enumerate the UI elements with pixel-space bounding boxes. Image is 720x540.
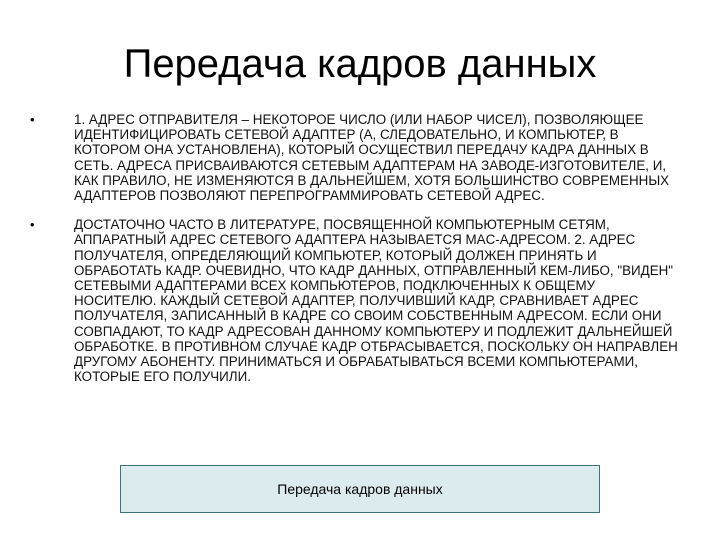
bullet-marker: • [30, 112, 35, 127]
bullet-item-1 [30, 112, 680, 203]
bullet-marker: • [30, 217, 35, 233]
bullet-list [30, 112, 680, 384]
bullet-item-2 [30, 217, 680, 384]
bullet-text: ДОСТАТОЧНО ЧАСТО В ЛИТЕРАТУРЕ, ПОСВЯЩЕННОЙ КОМПЬЮТЕРНЫМ СЕТЯМ, АППАРАТНЫЙ АДРЕС СЕТЕВОГО АДАПТЕРА НАЗЫВАЕТСЯ MAC-АДРЕСОМ. 2. АДРЕС ПОЛУЧАТЕЛЯ, ОПРЕДЕЛЯЮЩИЙ КОМПЬЮТЕР, КОТОРЫЙ ДОЛЖЕН ПРИНЯТЬ И ОБРАБОТАТЬ КАДР. ОЧЕВИДНО, ЧТО КАДР ДАННЫХ, ОТПРАВЛЕННЫЙ КЕМ-ЛИБО, "ВИДЕН" СЕТЕВЫМИ АДАПТЕРАМИ ВСЕХ КОМПЬЮТЕРОВ, ПОДКЛЮЧЕННЫХ К ОБЩЕМУ НОСИТЕЛЮ. КАЖДЫЙ СЕТЕВОЙ АДАПТЕР, ПОЛУЧИВШИЙ КАДР, СРАВНИВАЕТ АДРЕС ПОЛУЧАТЕЛЯ, ЗАПИСАННЫЙ В КАДРЕ СО СВОИМ СОБСТВЕННЫМ АДРЕСОМ. ЕСЛИ ОНИ СОВПАДАЮТ, ТО КАДР АДРЕСОВАН ДАННОМУ КОМПЬЮТЕРУ И ПОДЛЕЖИТ ДАЛЬНЕЙШЕЙ ОБРАБОТКЕ. В ПРОТИВНОМ СЛУЧАЕ КАДР ОТБРАСЫВАЕТСЯ, ПОСКОЛЬКУ ОН НАПРАВЛЕН ДРУГОМУ АБОНЕНТУ. ПРИНИМАТЬСЯ И ОБРАБАТЫВАТЬСЯ ВСЕМИ КОМПЬЮТЕРАМИ, КОТОРЫЕ ЕГО ПОЛУЧИЛИ. [74, 217, 678, 385]
footer-link-button[interactable]: Передача кадров данных [120, 465, 600, 513]
slide-title: Передача кадров данных [123, 42, 597, 86]
bullet-text: 1. АДРЕС ОТПРАВИТЕЛЯ – НЕКОТОРОЕ ЧИСЛО (ИЛИ НАБОР ЧИСЕЛ), ПОЗВОЛЯЮЩЕЕ ИДЕНТИФИЦИРОВАТЬ СЕТЕВОЙ АДАПТЕР (А, СЛЕДОВАТЕЛЬНО, И КОМПЬЮТЕР, В КОТОРОМ ОНА УСТАНОВЛЕНА), КОТОРЫЙ ОСУЩЕСТВИЛ ПЕРЕДАЧУ КАДРА ДАННЫХ В СЕТЬ. АДРЕСА ПРИСВАИВАЮТСЯ СЕТЕВЫМ АДАПТЕРАМ НА ЗАВОДЕ-ИЗГОТОВИТЕЛЕ, И, КАК ПРАВИЛО, НЕ ИЗМЕНЯЮТСЯ В ДАЛЬНЕЙШЕМ, ХОТЯ БОЛЬШИНСТВО СОВРЕМЕННЫХ АДАПТЕРОВ ПОЗВОЛЯЮТ ПЕРЕПРОГРАММИРОВАТЬ СЕТЕВОЙ АДРЕС. [74, 112, 670, 204]
